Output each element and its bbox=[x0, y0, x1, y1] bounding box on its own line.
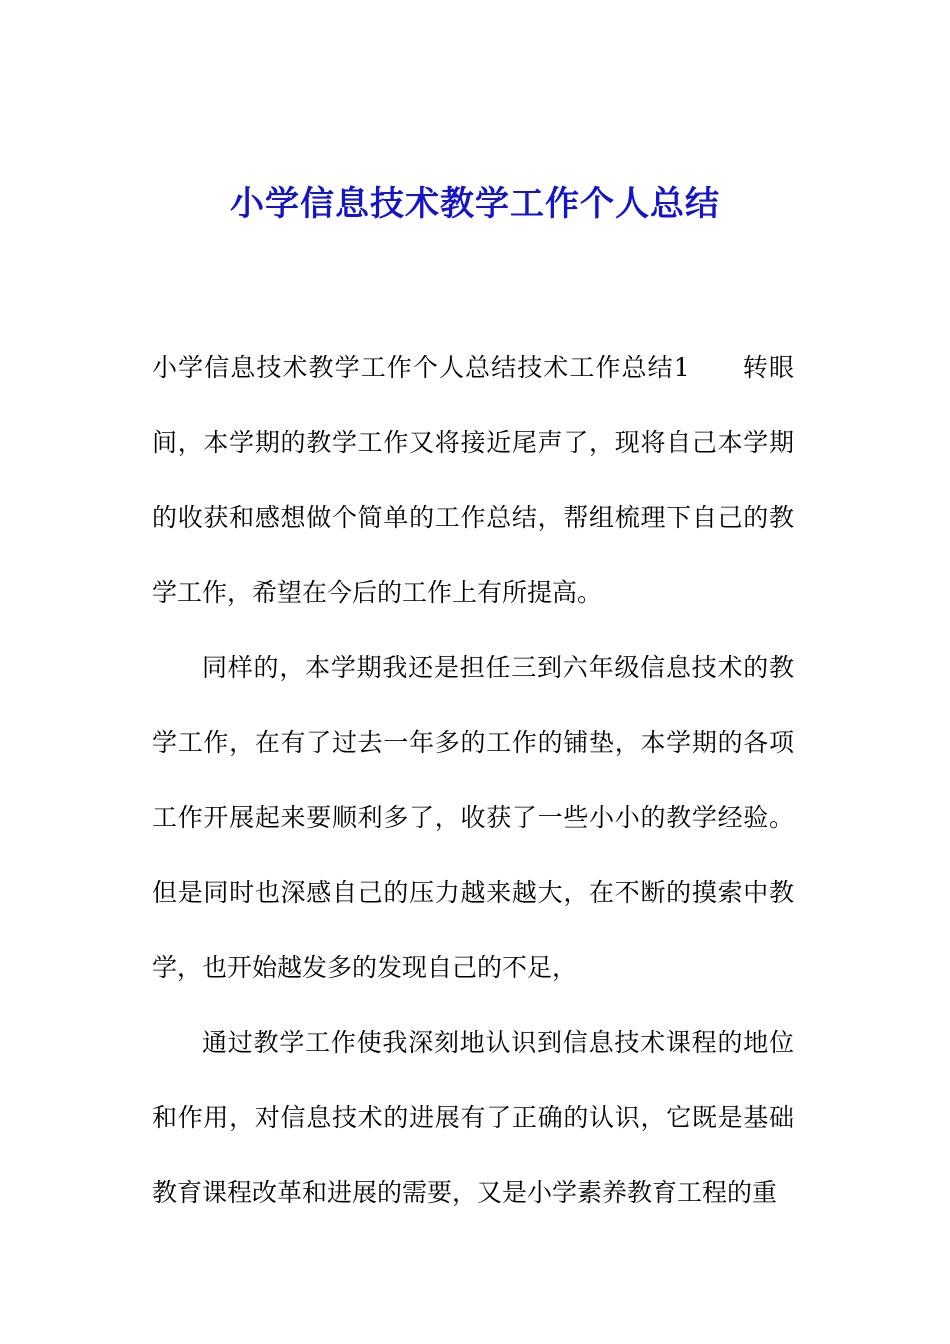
paragraph-3: 通过教学工作使我深刻地认识到信息技术课程的地位和作用，对信息技术的进展有了正确的认识，它既是基础教育课程改革和进展的需要，又是小学素养教育工程的重 bbox=[152, 1028, 794, 1207]
document-title: 小学信息技术教学工作个人总结 bbox=[230, 184, 720, 224]
document-body bbox=[152, 330, 794, 1230]
paragraph-1: 小学信息技术教学工作个人总结技术工作总结1 转眼间，本学期的教学工作又将接近尾声了，现将自己本学期的收获和感想做个简单的工作总结，帮组梳理下自己的教学工作，希望在今后的工作上有所提高。 bbox=[152, 353, 794, 607]
paragraph-2: 同样的，本学期我还是担任三到六年级信息技术的教学工作，在有了过去一年多的工作的铺垫，本学期的各项工作开展起来要顺利多了，收获了一些小小的教学经验。但是同时也深感自己的压力越来越大，在不断的摸索中教学，也开始越发多的发现自己的不足， bbox=[152, 653, 794, 982]
